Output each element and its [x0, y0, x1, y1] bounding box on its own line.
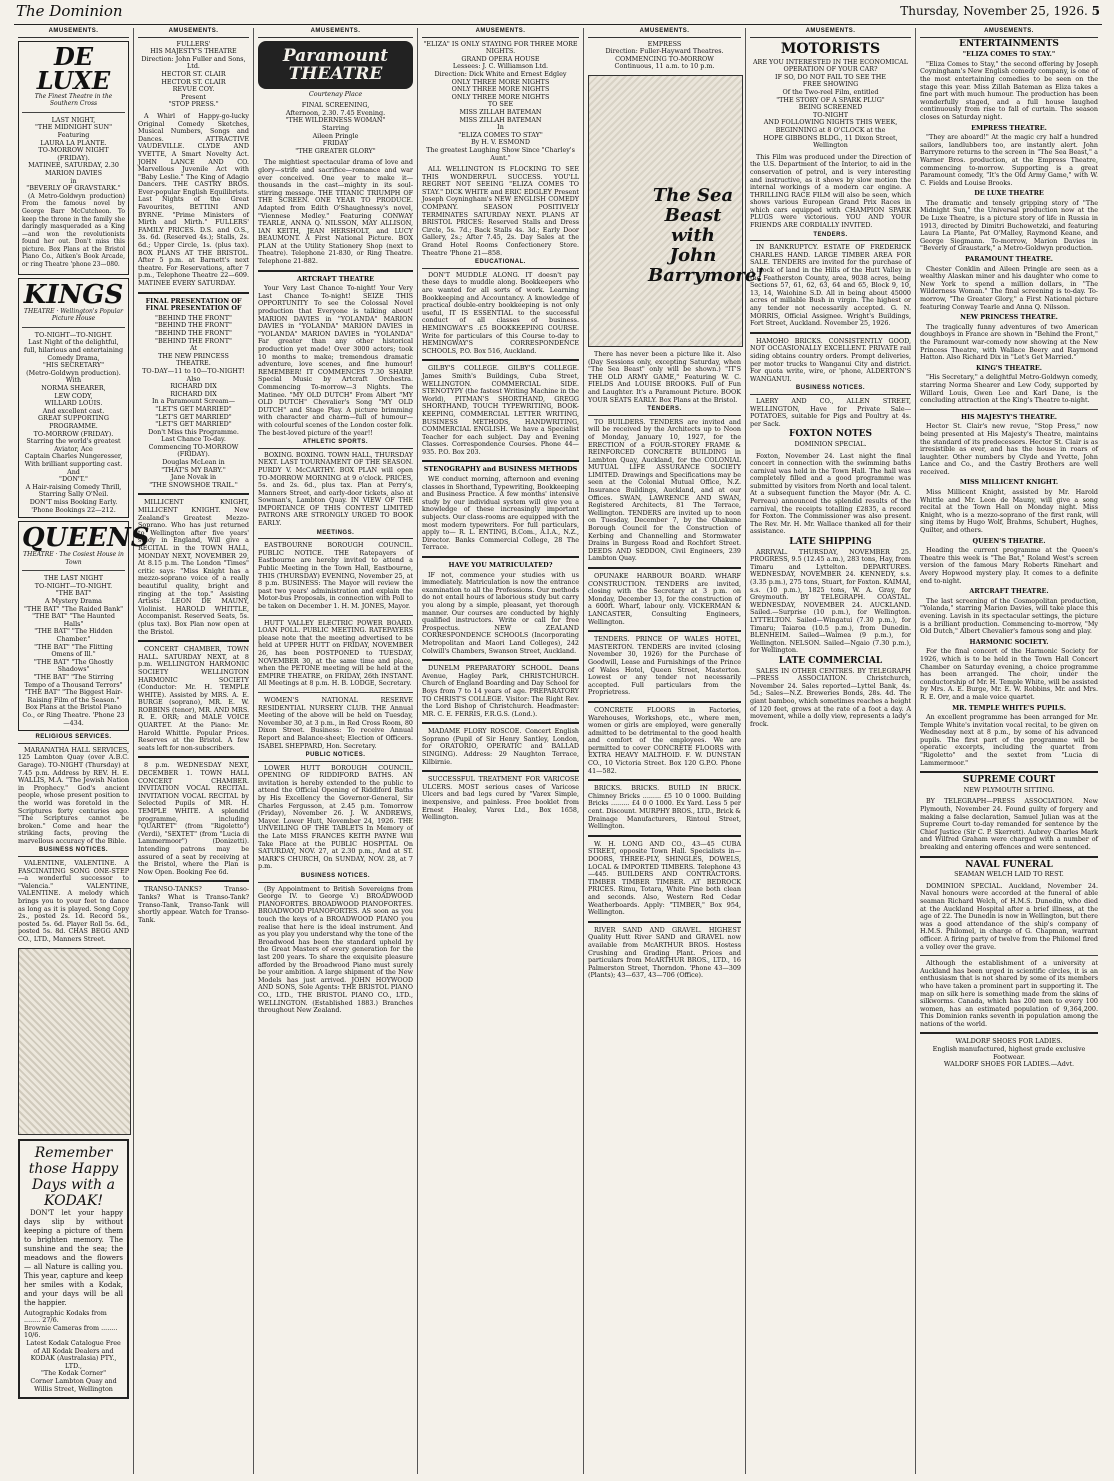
column-2	[134, 28, 254, 1474]
business-body: (By Appointment to British Sovereigns from George IV. to George V.) BROADWOOD PIANOFORTES. BROADWOOD PIANOFORTES. BROADWOOD PIANOFORTES. AS soon as you touch the keys of a BROADWOOD PIANO you realise that here is the ideal instrument. And as you play you understand why the tone of the Broadwood has been the standard upheld by the Great Masters of every generation for the last 200 years. To share the exquisite pleasure afforded by the Broadwood Piano must surely be your ambition. A large shipment of the New Models has just arrived. JOHN HOYWOOD AND SONS, Sole Agents: THE BRISTOL PIANO CO., LTD., THE BRISTOL PIANO CO., LTD., WELLINGTON. (Established 1883.) Branches throughout New Zealand.	[258, 884, 413, 1015]
program-line: "BEHIND THE FRONT"	[155, 321, 232, 330]
program-line: Lessees: J. C. Williamson Ltd.	[452, 62, 549, 71]
religious-heading: RELIGIOUS SERVICES.	[18, 734, 129, 744]
program-line: A Mystery Drama	[45, 597, 102, 606]
program-line: BEING SCREENED	[798, 103, 863, 112]
knight-review: Miss Millicent Knight, assisted by Mr. Harold Whittle and Mr. Leon de Mauny, will give a song recital at the Town Hall on Monday night. Miss Knight, who is a mezzo-soprano of the first rank, will sing items by Hugo Wolf, Brahms, Schubert, Hughes, Quilter, and others.	[920, 488, 1098, 535]
deluxe-tagline: The Finest Theatre in the Southern Cross	[34, 92, 113, 108]
court-heading: SUPREME COURT	[962, 775, 1056, 786]
program-line: THE LAST NIGHT	[43, 574, 104, 583]
program-line: "STOP PRESS."	[168, 100, 219, 109]
hamoho-body: HAMOHO BRICKS. CONSISTENTLY GOOD, NOT OCCASIONALLY EXCELLENT. PRIVATE rail siding obtains country orders. Prompt deliveries, per motor trucks to Wanganui City and district. For quota write, wire, or 'phone, ALDERTON'S WANGANUI.	[750, 336, 911, 383]
fullers-body: A Whirl of Happy-go-lucky Original Comedy Sketches, Musical Numbers, Songs and Dances. ATTRACTIVE VAUDEVILLE. CLYDE AND YVETTE, A Smart Novelty Act. JOHN LANCE AND CO. Marvellous Juvenile Act with "Baby Leslie." The King of Adagio Dancers. THE CASTRY BROS. Ever-popular English Equilibrists. Last Nights of the Great Favourites, BETTINI AND BYRNE. "Prime Ministers of Mirth and Mirth." FULLERS' FAMILY PRICES. D.S. and O.S., 3s. 6d. (Reserved 4s.); Stalls, 2s. 6d.; Upper Circle, 1s. (plus tax). BOX PLANS AT THE BRISTOL. After 5 p.m. at Barnett's next theatre. For Reservations, after 7 p.m., Telephone Theatre 22—609. MATINEE EVERY SATURDAY.	[138, 111, 249, 287]
motorists-heading: MOTORISTS	[780, 40, 881, 57]
funeral-subheading: SEAMAN WELCH LAID TO REST.	[954, 870, 1064, 879]
program-line: A Hair-raising Comedy Thrill,	[25, 482, 122, 491]
deluxe-heading: DE LUXE THEATRE	[974, 189, 1044, 198]
princess-heading: NEW PRINCESS THEATRE.	[960, 313, 1058, 322]
womens-body: WOMEN'S NATIONAL RESERVE RESIDENTIAL NURSERY CLUB. THE Annual Meeting of the above will be held on Tuesday, November 30, at 3 p.m., in Red Cross Room, 80 Dixon Street. Business: To receive Annual Report and Balance-sheet; Election of Officers. ISABEL SHEPPARD, Hon. Secretary.	[258, 695, 413, 750]
tenders-body: IN BANKRUPTCY. ESTATE OF FREDERICK CHARLES HAND. LARGE TIMBER AREA FOR SALE. TENDERS are invited for the purchase of a block of land in the Hills of the Hutt Valley in the Featherston County, area, 9038 acres, being Sections 57, 61, 62, 63, 64 and 65, Block 9, 10, 13, 14, Waiohine S.D. All in being about 45000 acres of millable Bush in virgin. The highest or any tender not necessarily accepted. G. N. MORRIS, Official Assignee. Wright's Buildings, Fort Street, Auckland. November 25, 1926.	[750, 243, 911, 328]
deluxe-body: (A Metro-Goldwyn production) From the famous novel by George Barr McCutcheon. To keep the throne in the family she daringly masqueraded as a King—and won the revolutionists found her out. Don't miss this picture. Box Plans at the Bristol Piano Co., Aitken's Book Arcade, or ring Theatre 'phone 23—080.	[22, 192, 125, 269]
program-line: AND FOLLOWING NIGHTS THIS WEEK, BEGINNING at 8 O'CLOCK at the	[763, 118, 898, 134]
paramount-body: The mightiest spectacular drama of love and glory—strife and sacrifice—romance and war ever conceived. One year to make it—thousands in the cast—mighty in its soul-stirring message. THE TITANIC TRIUMPH OF THE SCREEN. ONE YEAR TO PRODUCE. Adapted from Edith O'Shaughnessy's novel, "Viennese Medley." Featuring CONWAY TEARLE, ANNA Q. NILSSON, MAY ALLISON, IAN KEITH, JEAN HERSHOLT, and LUCY BEAUMONT. A First National Picture. BOX PLAN at the Utility Stationery Shop (next to Theatre). Telephone 21-830, or Ring Theatre. Telephone 21-882.	[258, 158, 413, 266]
river-body: RIVER SAND AND GRAVEL. HIGHEST Quality Hutt River SAND and GRAVEL now available from McARTHUR BROS. Hostess Crushing and Grading Plant. Prices and particulars from McARTHUR BROS., LTD., 16 Palmerston Street, Thorndon. 'Phone 43—309 (Plants); 43—637, 43—706 (Office).	[588, 925, 741, 980]
program-line: MATINEE, SATURDAY, 2.30	[28, 161, 119, 170]
laery-body: LAERY AND CO., ALLEN STREET, WELLINGTON, Have for Private Sale— POTATOES, suitable for Pigs and Poultry at 4s. per Sack.	[750, 396, 911, 428]
princess-ad	[138, 315, 249, 490]
program-line: (Metro-Goldwyn production).	[26, 368, 121, 377]
business-body: VALENTINE, VALENTINE. A FASCINATING SONG ONE-STEP—a wonderful successor to "Valencia." VALENTINE, VALENTINE. A melody which brings you to your feet to dance as long as it is played. Song Copy 2s., posted 2s. 1d. Record 5s., posted 5s. 6d. Player Roll 5s. 6d., posted 5s. 8d. CHAS BEGG AND CO., LTD., Manners Street.	[18, 859, 129, 943]
program-line: TO-DAY—11 to 10—TO-NIGHT!	[142, 366, 245, 375]
artcraft-heading: ARTCRAFT THEATRE	[297, 274, 374, 283]
program-line: "LET'S GET MARRIED"	[155, 412, 232, 421]
paramount-subtitle: Courtenay Place	[308, 89, 363, 98]
harmonic-review: For the final concert of the Harmonic Society for 1926, which is to be held in the Town Hall Concert Chamber on Saturday evening, a choice programme has been arranged. The choir, under the conductorship of Mr. H. Temple White, will be assisted by Mrs. A. E. Burge, Mr. E. W. Robbins, Mr. and Mrs. R. E. Orr, and a male voice quartet.	[920, 647, 1098, 701]
educational-body: DON'T MUDDLE ALONG. IT doesn't pay these days to muddle along. Bookkeepers who are wanted for all sorts of work. Learning Bookkeeping and Accountancy. A knowledge of practical double-entry bookkeeping is not only useful, IT IS ESSENTIAL to the successful conduct of all classes of business. HEMINGWAY'S .£5 BOOKKEEPING COURSE. Write for particulars of this Course to-day to HEMINGWAY'S CORRESPONDENCE SCHOOLS, P.O. Box 516, Auckland.	[422, 270, 579, 355]
tenders-heading: TENDERS.	[588, 406, 741, 416]
program-line: Afternoon, 2.30. 7.45 Evening.	[285, 108, 386, 117]
matric-body: IF not, commence your studies with us immediately. Matriculation is now the entrance examination to all the Professions. Our methods do not entail hours of laborious study but carry you along by a simple, pleasant, yet thorough manner. Our courses are conducted by highly qualified instructors. Write or call for free Prospectus. NEW ZEALAND CORRESPONDENCE SCHOOLS (Incorporating Metropolitan and Maori Land Colleges), 242 Colwill's Chambers, Swanson Street, Auckland.	[422, 570, 579, 655]
business-heading: BUSINESS NOTICES.	[258, 873, 413, 883]
varex-body: SUCCESSFUL TREATMENT FOR VARICOSE ULCERS. MOST serious cases of Varicose Ulcers and bad legs cured by "Varex Simple, inexpensive, and painless. Free booklet from Ernest Healey, Varex Ltd., Box 1658, Wellington.	[422, 775, 579, 822]
program-line: MISS ZILLAH BATEMAN	[459, 107, 542, 116]
business-heading: BUSINESS NOTICES.	[750, 385, 911, 395]
meetings-body: EASTBOURNE BOROUGH COUNCIL. PUBLIC NOTICE. THE Ratepayers of Eastbourne are hereby invited to attend a Public Meeting in the Town Hall, Eastbourne, THIS (THURSDAY) EVENING, November 25, at 8 p.m. BUSINESS: The Mayor will review the past two years' administration and explain the Motor-bus Proposals, in connection with Poll to be taken on December 1. H. M. JONES, Mayor.	[258, 541, 413, 610]
program-line: in	[70, 176, 77, 185]
queens-ad	[18, 521, 150, 731]
program-line: ONLY THREE MORE NIGHTS	[451, 77, 550, 86]
program-line: Starring the world's greatest Aviator, Ace	[26, 437, 121, 453]
program-line: The greatest Laughing Show Since "Charley's Aunt."	[426, 145, 575, 162]
program-line: THE NEW PRINCESS	[158, 351, 229, 360]
program-line: HIS MAJESTY'S THEATRE	[150, 47, 237, 56]
paramount-heading: PARAMOUNT THEATRE.	[964, 255, 1054, 264]
ad-line: English manufactured, highest grade exclusive Footwear.	[932, 1045, 1086, 1061]
waldorf-ad	[920, 1038, 1098, 1068]
program-line: TO-NIGHT—TO-NIGHT.	[34, 581, 113, 590]
deluxe-program	[22, 117, 125, 193]
public-body: LOWER HUTT BOROUGH COUNCIL. OPENING OF RIDDIFORD BATHS. AN invitation is hereby extended to the public to attend the Official Opening of Riddiford Baths by His Excellency the Governor-General, Sir Charles Fergusson, at 2.45 p.m. Tomorrow (Friday), November 26. J. W. ANDREWS, Mayor. Lower Hutt, November 24, 1926. THE UNVEILING OF THE TABLETS In Memory of the Late MISS FRANCES KEITH PAYNE Will Take Place at the PUBLIC HOSPITAL On SATURDAY, NOV. 27, at 2.30 p.m., And at ST. MARK'S CHURCH, On SUNDAY, NOV. 28, at 7 p.m.	[258, 763, 413, 871]
program-line: With brilliant supporting cast.	[24, 459, 123, 468]
educational-heading: EDUCATIONAL.	[422, 259, 579, 269]
program-line: IF SO, DO NOT FAIL TO SEE THE	[775, 72, 886, 81]
kodak-prices	[24, 1310, 123, 1340]
princess-review: The tragically funny adventures of two American doughboys in France are shown in "Behind the Front," the Paramount war-comedy now showing at the New Princess Theatre, with Wallace Beery and Raymond Hatton. Also Richard Dix in "Let's Get Married."	[920, 322, 1098, 362]
paramount-logo: Paramount THEATRE	[258, 41, 413, 89]
column-1	[14, 28, 150, 1474]
program-line: HECTOR ST. CLAIR	[161, 77, 226, 86]
queens-review: Heading the current programme at the Queen's Theatre this week is "The Bat," Roland West's screen version of the famous Mary Roberts Rinehart and Avery Hopwood mystery play. It comes to a definite end to-night.	[920, 546, 1098, 585]
program-line: Jane Novak in	[170, 473, 217, 482]
roscoe-body: MADAME FLORY ROSCOE. Concert English Soprano (Pupil of Sir Henry Santley, London, for ORATORIO, OPERATIC and BALLAD SINGING). Address: 29 Naughton Terrace, Kilbirnie.	[422, 727, 579, 766]
program-line: FRIDAY	[322, 139, 349, 148]
funeral-heading: NAVAL FUNERAL	[965, 859, 1053, 870]
program-line: "THE BAT" "The Haunted Halls"	[32, 612, 115, 628]
section-heading: AMUSEMENTS.	[138, 28, 249, 38]
eliza-ad	[422, 41, 579, 163]
deluxe-ad	[18, 41, 129, 275]
program-line: TO-MORROW NIGHT	[38, 146, 109, 155]
program-line: "THE WILDERNESS WOMAN"	[285, 116, 386, 125]
foxton-subheading: DOMINION SPECIAL.	[794, 439, 867, 448]
stenography-body: WE conduct morning, afternoon and evening classes in Shorthand, Typewriting, Bookkeeping and Business Practice. A few months' intensive study by our individual system will give you a knowledge of these increasingly important subjects. Our class-rooms are equipped with the most modern typewriters. For full particulars, apply to— R. L. ENTING, B.Com., A.I.A., N.Z., Director. Banks Commercial College, 28 The Terrace.	[422, 475, 579, 552]
program-line: And excellent cast.	[42, 406, 105, 415]
concert-ad: CONCERT CHAMBER, TOWN HALL. SATURDAY NEXT, at 8 p.m. WELLINGTON HARMONIC SOCIETY WELLINGTON HARMONIC SOCIETY (Conductor: Mr. H. TEMPLE WHITE). Assisted by MRS. A. E. BURGE (soprano), MR. E. W. ROBBINS (tenor), MR. AND MRS. R. E. ORR; and MALE VOICE QUARTET. At the Piano: Mr. Harold Whittle. Popular Prices. Reserves at the Bristol. A few seats left for non-subscribers.	[138, 645, 249, 752]
artcraft-review: The last screening of the Cosmopolitan production, "Yolanda," starring Marion Davies, will take place this evening. Lavish in its spectacular settings, the picture is a brilliant production. Commencing to-morrow, "My Old Dutch," Albert Chevalier's famous song and play.	[920, 596, 1098, 636]
program-line: FULLERS'	[176, 39, 211, 48]
program-line: Last Chance To-day.	[161, 435, 226, 444]
section-heading: AMUSEMENTS.	[588, 28, 741, 38]
program-line: ARE YOU INTERESTED IN THE ECONOMICAL OPERATION OF YOUR CAR?	[752, 57, 909, 74]
program-line: Commencing TO-MORROW (FRIDAY).	[148, 442, 239, 459]
pupils-review: An excellent programme has been arranged for Mr. Temple White's invitation vocal recital, to be given on Wednesday next at 8 p.m., by some of his advanced pupils. The first part of the programme will be operatic excerpts, including the quartet from "Rigoletto" and the sextet from "Lucia di Lammermoor."	[920, 713, 1098, 767]
program-line: "THE BAT" "The Stirring Tempo of a Thousand Terrors"	[24, 673, 123, 689]
program-line: Present	[181, 92, 206, 101]
program-line: Featuring	[57, 130, 90, 139]
program-line: Captain Charles Nungeresser,	[24, 452, 123, 461]
program-line: GREAT SUPPORTING PROGRAMME.	[38, 414, 109, 430]
pwales-body: TENDERS. PRINCE OF WALES HOTEL, MASTERTON. TENDERS are invited (closing November 30, 1926) for the Purchase of Goodwill, Lease and Furnishings of the Prince of Wales Hotel, Queen Street, Masterton. Lowest or any tender not necessarily accepted. Full particulars from the Proprietress.	[588, 635, 741, 697]
ad-line: WALDORF SHOES FOR LADIES.—Advt.	[943, 1060, 1075, 1069]
program-line: "THE BAT" "The Ghostly Shadows"	[33, 657, 114, 674]
kodak-footer	[24, 1340, 123, 1393]
program-line: RICHARD DIX	[170, 389, 217, 398]
column-5	[584, 28, 765, 1474]
program-line: Box Plans at the Bristol Piano Co., or Ring Theatre. 'Phone 23—434.	[22, 703, 125, 727]
program-line: Starring	[321, 123, 350, 132]
athletic-body: BOXING. BOXING. TOWN HALL, THURSDAY NEXT. LAST TOURNAMENT OF THE SEASON. PURDY V. McCARTHY. BOX PLAN will open TO-MORROW MORNING at 9 o'clock. PRICES, 5s. and 2s. 6d., plus tax. Plan at Perry's, Manners Street, and early-door tickets, also at Sowman's, Lambton Quay. IN VIEW OF THE IMPORTANCE OF THIS CONTEST LIMITED PATRONS ARE STRONGLY URGED TO BOOK EARLY.	[258, 450, 413, 528]
program-line: "BEHIND THE FRONT"	[155, 313, 232, 322]
empress-ad	[588, 41, 741, 71]
program-line: "BEHIND THE FRONT"	[155, 336, 232, 345]
program-line: "ELIZA COMES TO STAY"	[458, 130, 543, 139]
program-line: FINAL SCREENING,	[301, 101, 370, 110]
program-line: Last Night of the delightful, full, hilarious and entertaining Comedy Drama,	[23, 338, 124, 362]
harmonic-heading: HARMONIC SOCIETY.	[969, 637, 1049, 646]
princess-heading: FINAL PRESENTATION OF FINAL PRESENTATION OF	[145, 296, 242, 313]
program-line: MISS ZILLAH BATEMAN	[459, 115, 542, 124]
program-line: (FRIDAY).	[57, 153, 90, 162]
meetings-heading: MEETINGS.	[258, 530, 413, 540]
program-line: At	[189, 344, 198, 353]
matric-heading: HAVE YOU MATRICULATED?	[448, 561, 553, 569]
kings-ad	[18, 278, 129, 518]
program-line: 'Phone Bookings 22—212.	[31, 505, 116, 514]
program-line: Also	[186, 374, 201, 383]
column-7	[916, 28, 1102, 1474]
knight-ad: MILLICENT KNIGHT, MILLICENT KNIGHT. New Zealand's Greatest Mezzo-Soprano. Who has just returned to Wellington after five years' study in England, Will give a RECITAL in the TOWN HALL, MONDAY NEXT, NOVEMBER 29, At 8.15 p.m. The London "Times" critic says: "Miss Knight has a mezzo-soprano voice of a really beautiful quality, bright and ringing at the top." Assisting Artists: LEON DE MAUNY, Violinist. HAROLD WHITTLE, Accompanist. Reserved Seats, 5s. (plus tax). Box Plan now open at the Bristol.	[138, 498, 249, 636]
motorists-ad	[750, 59, 911, 150]
program-line: NORMA SHEARER,	[41, 384, 106, 392]
program-line: "THE BAT" "The Hidden Chamber."	[34, 627, 113, 644]
ad-line: WALDORF SHOES FOR LADIES.	[955, 1037, 1063, 1046]
section-heading: AMUSEMENTS.	[750, 28, 911, 38]
price-line: Autographic Kodaks from ........ 27/6.	[24, 1308, 107, 1325]
column-6	[746, 28, 916, 1474]
program-line: With	[65, 376, 82, 385]
program-line: "THE BAT"	[55, 589, 92, 598]
program-line: Aileen Pringle	[312, 131, 359, 140]
program-line: Direction: Dick White and Ernest Edgley	[434, 69, 567, 78]
program-line: TO SEE	[487, 100, 514, 109]
issue-date: Thursday, November 25, 1926.	[900, 4, 1088, 18]
footer-line: "The Kodak Corner"	[40, 1369, 107, 1378]
program-line: "BEVERLY OF GRAVSTARK."	[26, 184, 121, 193]
program-line: "LET'S GET MARRIED"	[155, 420, 232, 429]
program-line: HECTOR ST. CLAIR	[161, 69, 226, 78]
paramount-review: Chester Conklin and Aileen Pringle are seen as a wealthy Alaskan miner and his daughter who come to New York to spend a million dollars, in "The Wilderness Woman." The final screening is to-day. To-morrow, "The Greater Glory," a First National picture featuring Conway Tearle and Anna Q. Nilsson.	[920, 264, 1098, 311]
kodak-headline: Remember those Happy Days with a KODAK!	[28, 1144, 119, 1209]
majesty-heading: HIS MAJESTY'S THEATRE.	[961, 412, 1057, 421]
eliza-body: ALL WELLINGTON IS FLOCKING TO SEE THIS WONDERFUL SUCCESS. YOU'LL REGRET NOT SEEING "ELIZA COMES TO STAY." DICK WHITE and ERIC EDGLEY Present Joseph Coyningham's NEW ENGLISH COMEDY COMPANY. SEASON POSITIVELY TERMINATES SATURDAY NEXT. PLANS AT BRISTOL PRICES: Reserved Stalls and Dress Circle, 5s. 7d.; Back Stalls 4s. 3d.; Early Door Gallery, 2s.; After 7.45, 2s. Day Sales at the Grand Hotel Rooms Confectionery Store. Theatre 'Phone 21—858.	[422, 165, 579, 257]
artcraft-heading: ARTCRAFT THEATRE.	[969, 587, 1049, 596]
entertainments-heading: ENTERTAINMENTS	[959, 38, 1059, 49]
program-line: TO-NIGHT—TO-NIGHT.	[34, 330, 113, 339]
footer-line: Corner Lambton Quay and Willis Street, Wellington	[30, 1376, 117, 1393]
program-line: FREE SHOWING	[802, 80, 859, 89]
footer-line: KODAK (Australasia) PTY., LTD.,	[30, 1354, 117, 1370]
program-line: Direction: John Fuller and Sons, Ltd.	[141, 54, 246, 71]
empress-review: "They are aboard!" At the magic cry half a hundred sailors, landlubbers too, are instantly alert. John Barrymore returns to the screen in "The Sea Beast," a Warner Bros. production, at the Empress Theatre, commencing to-morrow. Supporting is a great Paramount comedy, "It's the Old Army Game," with W. C. Fields and Louise Brooks.	[920, 133, 1098, 187]
sea-beast-illustration	[588, 75, 765, 347]
program-line: LAST NIGHT,	[51, 115, 96, 124]
program-line: WILLARD LOUIS.	[44, 399, 103, 408]
concrete-body: CONCRETE FLOORS in Factories, Warehouses, Workshops, etc., where men, women or girls are employed, were generally admitted to be detrimental to the good health and comfort of the employees. We are permitted to cover CONCRETE FLOORS with EXTRA HEAVY MALTHOID. F. W. DUNSTAN CO., 10 Victoria Street. Box 120 G.P.O. Phone 41—582.	[588, 705, 741, 775]
bricks-body: BRICKS. BRICKS. BUILD IN BRICK. Chimney Bricks ......... £5 10 0 1000. Building Bricks ......... £4 0 0 1000. Ex Yard. Less 5 per cent. Discount. MURPHY BROS., LTD., Brick & Drainage Manufacturers, Rintoul Street, Wellington.	[588, 784, 741, 831]
funeral-body: DOMINION SPECIAL. Auckland, November 24. Naval honours were accorded at the funeral of able seaman Richard Welch, of H.M.S. Dunedin, who died at the Auckland Hospital after a brief illness, at the age of 22. The Dunedin is now in Wellington, but there was a good attendance of the ship's company of H.M.S. Philomel, in charge of G. Chapman, warrant officer. A firing party of twelve from the Philomel fired a volley over the grave.	[920, 881, 1098, 951]
motorists-body: This Film was produced under the Direction of the U.S. Department of the Interior, to aid in the conservation of petrol, and is very interesting and instructive, as it shows by slow motion the internal workings of a modern car engine. A THRILLING RACE FILM will also be seen, which shows various European Grand Prix Races in which cars equipped with CHAMPION SPARK PLUGS were victorious. YOU AND YOUR FRIENDS ARE CORDIALLY INVITED.	[750, 152, 911, 230]
program-line: Continuous, 11 a.m. to 10 p.m.	[614, 62, 715, 71]
program-line: EMPRESS	[647, 39, 682, 48]
footer-line: Latest Kodak Catalogue Free of All Kodak Dealers and	[26, 1338, 121, 1355]
foxton-body: Foxton, November 24. Last night the final concert in connection with the swimming baths carnival was held in the Town Hall. The hall was completely filled and a good programme was submitted by visitors from North and local talent. At a subsequent function the Mayor (Mr. A. C. Perreau) announced the splendid results of the carnival, the receipts totalling £2835, a record for Foxton. The Commissioner was also present. The Rev. Mr. H. Mr. Wallace thanked all for their assistance.	[750, 451, 912, 536]
religious-body: MARANATHA HALL SERVICES, 125 Lambton Quay (over A.B.C. Garage). TO-NIGHT (Thursday) at 7.45 p.m. Address by REV. H. E. WALLIS, M.A. "The Jewish Nation in Prophecy." God's ancient people, whose present position to the world was foretold in the Scriptures forty centuries ago. "The Scriptures cannot be broken." Come and hear the striking facts, proving the marvellous accuracy of the Bible.	[18, 745, 129, 845]
program-line: In	[497, 123, 504, 132]
artcraft-body: Your Very Last Chance To-night! Your Very Last Chance To-night! SEIZE THIS OPPORTUNITY To see the Colossal Novel production that Everyone is talking about! MARION DAVIES in "YOLANDA" MARION DAVIES in "YOLANDA" MARION DAVIES in "YOLANDA" MARION DAVIES in "YOLANDA" Far greater than any other historical production yet made! Over 3000 actors; took 10 months to make; tremendous dramatic adventure, love scenes, and fine humour! REMEMBER! IT COMMENCES 7.30 SHARP. Special Music by Artcraft Orchestra. Commencing To-morrow—3 Nights. The Matinee. "MY OLD DUTCH" From Albert "MY OLD DUTCH" Chevalier's Song "MY OLD DUTCH" and Stage Play. A picture brimming with character and charm—full of humour—with colourful scenes of the London coster folk. The best-loved picture of the year!!	[258, 284, 413, 437]
program-line: "ELIZA" IS ONLY STAYING FOR THREE MORE NIGHTS.	[423, 39, 578, 56]
program-line: In a Paramount Scream—	[152, 397, 235, 406]
section-heading: AMUSEMENTS.	[18, 28, 129, 38]
gilby-body: GILBY'S COLLEGE. GILBY'S COLLEGE. James Smith's Buildings, Cuba Street, WELLINGTON. COMMERCIAL SIDE. STENOTYPY (the fastest Writing Machine in the World), PITMAN'S SHORTHAND, GREGG SHORTHAND, TOUCH TYPEWRITING, BOOK-KEEPING, COMMERCIAL LETTER WRITING, BUSINESS METHODS, HANDWRITING, COMMERCIAL ENGLISH. We have a Specialist Teacher for each subject. Day and Evening Classes. Correspondence Courses. Phone 44—935. P.O. Box 203.	[422, 364, 579, 456]
program-line: COMMENCING TO-MORROW	[615, 54, 714, 63]
program-line: "THE BAT" "The Biggest Hair-Raising Film of the Season."	[24, 688, 123, 704]
kodak-girl-illustration	[18, 948, 131, 1135]
program-line: Direction: Fuller-Hayward Theatres.	[605, 47, 724, 56]
court-body: BY TELEGRAPH—PRESS ASSOCIATION. New Plymouth, November 24. Found guilty of forgery and making a false declaration, Samuel Julian was at the Supreme Court to-day remanded for sentence by the Chief Justice (Sir C. P. Skerrett). Aubrey Charles Mark and Wilfred Graham were charged with a number of breaking and entering offences and were sentenced.	[920, 797, 1098, 851]
program-line: MARION DAVIES	[45, 168, 102, 177]
price-line: Brownie Cameras from ........ 10/6.	[24, 1323, 118, 1340]
queens-logo: QUEENS	[22, 523, 150, 554]
kodak-ad	[18, 1139, 129, 1400]
program-line: HOPE GIBBONS BLDG., 11 Dixon Street, Wellington	[763, 133, 898, 150]
deluxe-review: The dramatic and tensely gripping story of "The Midnight Sun," the Universal production now at the De Luxe Theatre, is a picture story of life in Russia in 1913, directed by Dimitri Buchowetzki, and featuring Laura La Plante, Pat O'Malley, Raymond Keane, and George Siegmann. To-morrow, Marion Davies in "Beverly of Graustark," a Metro-Goldwyn production.	[920, 198, 1098, 253]
program-line: "THE SNOWSHOE TRAIL."	[149, 480, 238, 489]
athletic-heading: ATHLETIC SPORTS.	[258, 439, 413, 449]
hutt-body: HUTT VALLEY ELECTRIC POWER BOARD. LOAN POLL. PUBLIC MEETING. RATEPAYERS please note that the meeting advertised to be held at UPPER HUTT on FRIDAY, NOVEMBER 26, has been POSTPONED to TUESDAY, NOVEMBER 30, at the same time and place, when the PETONE meeting will be held at the EMPIRE THEATRE, on FRIDAY, 26th INSTANT. All Meetings at 8 p.m. H. B. LODGE, Secretary.	[258, 618, 413, 688]
program-line: "DON'T."	[59, 475, 88, 484]
kings-tagline: THEATRE · Wellington's Popular Picture House	[24, 307, 123, 323]
paramount-program	[258, 102, 413, 155]
column-3	[254, 28, 418, 1474]
pupils-heading: MR. TEMPLE WHITE'S PUPILS.	[952, 703, 1066, 712]
program-line: Don't Miss this Programme.	[148, 427, 239, 436]
masthead	[14, 2, 1102, 25]
program-line: REVUE COY.	[172, 85, 215, 94]
queens-heading: QUEEN'S THEATRE.	[972, 536, 1046, 545]
program-line: "THE BAT" "The Flitting Omens of Ill."	[34, 642, 113, 659]
dunelm-body: DUNELM PREPARATORY SCHOOL. Deans Avenue, Hagley Park, CHRISTCHURCH. Church of England Boarding and Day School for Boys from 7 to 14 years of age. PREPARATORY TO CHRIST'S COLLEGE. Visitor: The Right Rev. the Lord Bishop of Christchurch. Headmaster: MR. C. E. FERRIS, F.R.G.S. (Lond.).	[422, 664, 579, 718]
program-line: "THE STORY OF A SPARK PLUG"	[776, 95, 885, 104]
commercial-heading: LATE COMMERCIAL	[778, 655, 883, 666]
column-4	[418, 28, 584, 1474]
shipping-heading: LATE SHIPPING	[789, 537, 872, 548]
program-line: Douglas McLean in	[162, 458, 225, 467]
eliza-review: "Eliza Comes to Stay," the second offering by Joseph Coyningham's New English comedy company, is one of the most entertaining comedies to be seen on the stage this year. Miss Zillah Bateman as Eliza takes a fine part with much humour. The production has been wonderfully staged, and a full house laughed continuously from rise to fall of curtain. The season closes on Saturday night.	[920, 59, 1098, 121]
program-line: "THE GREATER GLORY"	[295, 146, 376, 155]
opunake-body: OPUNAKE HARBOUR BOARD. WHARF CONSTRUCTION. TENDERS are invited, closing with the Secretary at 3 p.m. on Monday, December 13, for the construction of a 600ft. Wharf, labour only. VICKERMAN & LANCASTER, Consulting Engineers, Wellington.	[588, 572, 741, 626]
tanks-ad: TRANSO-TANKS? Transo-Tanks? What is Transo-Tank? Transo-Tank, Transo-Tank will shortly appear. Watch for Transo-Tank.	[138, 885, 249, 924]
queens-tagline: THEATRE · The Cosiest House in Town	[23, 551, 124, 566]
page-number: 5	[1091, 4, 1100, 18]
fullers-ad	[138, 41, 249, 109]
section-heading: AMUSEMENTS.	[920, 28, 1098, 38]
kings-program	[22, 332, 125, 514]
program-line: LAURA LA PLANTE.	[40, 138, 107, 147]
program-line: GRAND OPERA HOUSE	[461, 54, 540, 63]
program-line: Of the Two-reel Film, entitled	[782, 87, 879, 96]
program-line: "THE MIDNIGHT SUN"	[34, 123, 113, 132]
program-line: "BEHIND THE FRONT"	[155, 328, 232, 337]
program-line: And	[67, 467, 80, 476]
program-line: TO-NIGHT	[813, 110, 848, 119]
knight-heading: MISS MILLICENT KNIGHT.	[959, 478, 1059, 487]
section-heading: AMUSEMENTS.	[258, 28, 413, 38]
program-line: ONLY THREE MORE NIGHTS	[451, 85, 550, 94]
empress-body: There has never been a picture like it. Also (Day Sessions only, excepting Saturday, when "The Sea Beast" only will be shown.) "IT'S THE OLD ARMY GAME," Featuring W. C. FIELDS And LOUISE BROOKS. Full of Fun and Laughter. It's a Paramount Picture. BOOK YOUR SEATS EARLY. Box Plans at the Bristol.	[588, 349, 741, 404]
program-line: LEW CODY,	[54, 391, 93, 400]
queens-program	[22, 575, 125, 727]
kings-logo: KINGS	[23, 279, 124, 310]
shipping-body: ARRIVAL. THURSDAY, NOVEMBER 25. PROGRESS, 9.5 (12.45 a.m.), 283 tons, Hay, from Timaru and Lyttelton. DEPARTURES. WEDNESDAY, NOVEMBER 24. KENNEDY, s.s. (3.35 p.m.), 275 tons, Stuart, for Foxton. KAIMAI, s.s. (10 p.m.), 1825 tons, W. A. Gray, for Greymouth. BY TELEGRAPH. COASTAL. WEDNESDAY, NOVEMBER 24. AUCKLAND. Sailed.—Surprise (10 p.m.), for Wellington. LYTTELTON. Sailed—Wingatui (7.30 p.m.), for Timaru; Taiaroa (10.5 p.m.), from Dunedin. BLENHEIM. Sailed—Waimea (9 p.m.), for Wellington. NELSON. Sailed—Ngaio (7.30 p.m.), for Wellington.	[750, 547, 911, 655]
program-line: Starring Sally O'Neil.	[38, 490, 109, 499]
program-line: DON'T miss Booking Early.	[29, 497, 118, 506]
long-body: W. H. LONG AND CO., 43—45 CUBA STREET, opposite Town Hall. Specialists in— DOORS, THREE-PLY, SHINGLES, DOWELS, LOCAL & IMPORTED TIMBERS. Telephone 43—445. BUILDERS AND CONTRACTORS. TIMBER TIMBER TIMBER. AT BEDROCK PRICES. Rimu, Totara, White Pine both clean and seconds. Also, Western Red Cedar Weatherboards. Apply: "TIMBER," Box 954, Wellington.	[588, 839, 741, 917]
majesty-review: Hector St. Clair's new revue, "Stop Press," now being presented at His Majesty's Theatre, maintains the standard of its predecessors. Hector St. Clair is as irresistible as ever, and has the house in roars of laughter. Other numbers by Clyde and Yvette, John Lance and Co., and the Castry Brothers are well received.	[920, 422, 1098, 476]
foxton-heading: FOXTON NOTES	[788, 429, 873, 440]
program-line: "THE BAT" "The Raided Bank"	[23, 604, 124, 613]
paper-name: The Dominion	[16, 2, 123, 20]
deluxe-logo: DE LUXE	[36, 41, 111, 95]
program-line: THEATRE.	[176, 359, 211, 368]
film-title: The Sea Beast with John Barrymore!	[648, 184, 765, 286]
program-line: By H. V. ESMOND	[470, 138, 531, 147]
program-line: ONLY THREE MORE NIGHTS	[451, 92, 550, 101]
misc-body: Although the establishment of a university at Auckland has been urged in scientific circles, it is an enthusiasm that is not shared by some of its members who have taken a prominent part in supporting it. The map on silk here is something made from the skins of silkworms. Canada, which has 200 men to every 100 women, has an estimated population of 9,364,200. This Dominion ranks seventh in population among the nations of the world.	[920, 959, 1098, 1028]
eliza-heading: "ELIZA COMES TO STAY."	[962, 50, 1056, 59]
tenders-heading: TENDERS.	[750, 232, 911, 242]
court-subheading: NEW PLYMOUTH SITTING.	[963, 785, 1055, 794]
kings-review: "His Secretary," a delightful Metro-Goldwyn comedy, starring Norma Shearer and Lew Cody, supported by Willard Louis, Gwen Lee and Karl Dane, is the concluding attraction at the King's Theatre to-night.	[920, 373, 1098, 405]
recital-ad: 8 p.m. WEDNESDAY NEXT, DECEMBER 1. TOWN HALL CONCERT CHAMBER. INVITATION VOCAL RECITAL. INVITATION VOCAL RECITAL by Selected Pupils of MR. H. TEMPLE WHITE. A splendid programme, including "QUARTET" (from "Rigoletto") (Verdi), "SEXTET" (from "Lucia di Lammermoor") (Donizetti). Intending patrons may be assured of a seat by receiving at the Bristol, where the Plan is Now Open. Booking Fee 6d.	[138, 761, 249, 876]
program-line: "THAT'S MY BABY."	[161, 465, 226, 474]
stenography-heading: STENOGRAPHY and BUSINESS METHODS	[423, 465, 578, 474]
kings-heading: KING'S THEATRE.	[975, 363, 1043, 372]
program-line: TO-MORROW (FRIDAY).	[33, 429, 114, 438]
program-line: RICHARD DIX	[170, 382, 217, 391]
tenders-body: TO BUILDERS. TENDERS are invited and will be received by the Architects up to Noon of Monday, January 10, 1927, for the ERECTION of a FOUR-STOREY FRAME & REINFORCED CONCRETE BUILDING in Lambton Quay, Auckland, for the COLONIAL MUTUAL LIFE ASSURANCE SOCIETY LIMITED. Drawings and Specifications may be seen at the Colonial Mutual Office, N.Z. Insurance Buildings, Auckland, and at our Offices. SWAN, LAWRENCE AND SWAN, Registered Architects, 81 The Terrace, Wellington. TENDERS are invited up to noon on Tuesday, December 7, by the Ohakune Borough Council for the Construction of Kerbing and Channelling and Stormwater Drains in Burgess Road and Rochfort Street. DEEDS AND SEDDON, Civil Engineers, 239 Lambton Quay.	[588, 417, 741, 563]
empress-heading: EMPRESS THEATRE.	[971, 123, 1047, 132]
section-heading: AMUSEMENTS.	[422, 28, 579, 38]
program-line: "HIS SECRETARY"	[42, 361, 105, 370]
public-heading: PUBLIC NOTICES.	[258, 752, 413, 762]
kodak-body: DON'T let your happy days slip by without keeping a picture of them to brighten memory. The sunshine and the sea; the meadows and the flowers — all Nature is calling you. This year, capture and keep her smiles with a Kodak, and your days will be all the happier.	[24, 1208, 123, 1307]
program-line: "LET'S GET MARRIED"	[155, 404, 232, 413]
business-heading: BUSINESS NOTICES.	[18, 847, 129, 857]
commercial-body: SALES IN OTHER CENTRES. BY TELEGRAPH—PRESS ASSOCIATION. Christchurch, November 24. Sales reported—Lyttel Bank, 4s. 5d.; Sales—N.Z. Breweries Bonds, 28s. 4d. The giant bamboo, which sometimes reaches a height of 120 feet, grows at the rate of a foot a day. A movement, while a dolly view, represents a lady's frock.	[750, 666, 911, 728]
